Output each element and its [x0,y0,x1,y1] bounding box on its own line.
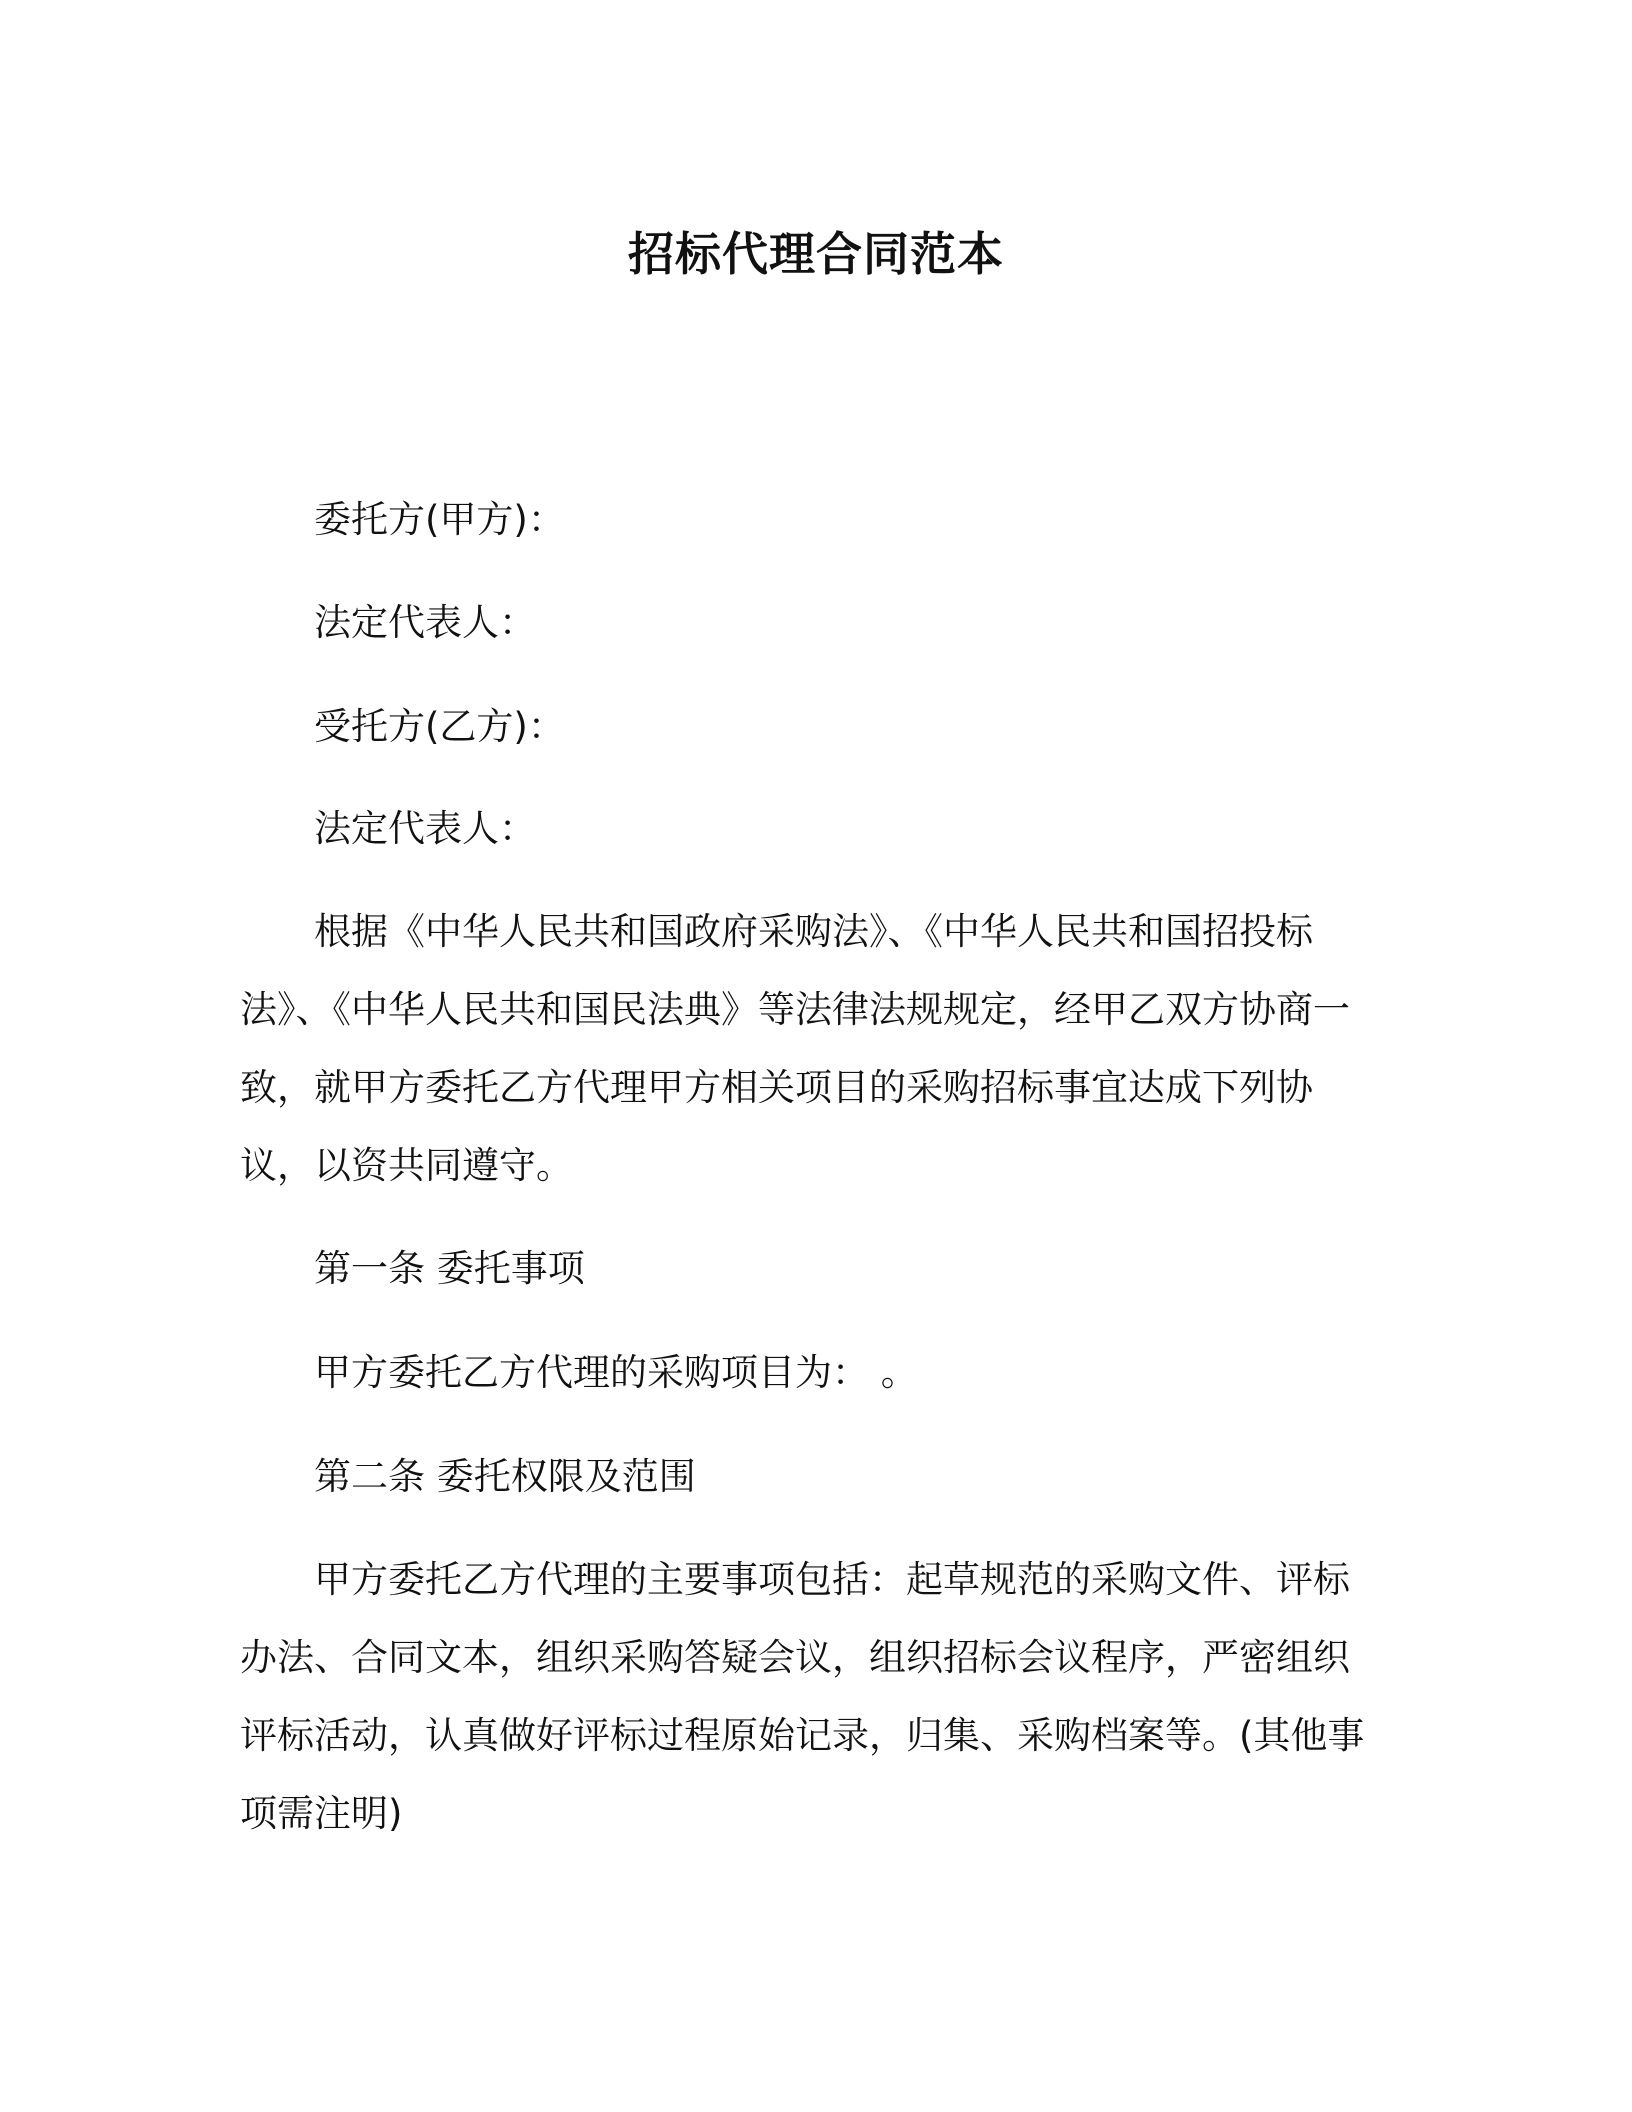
intro-paragraph: 根据《中华人民共和国政府采购法》、《中华人民共和国招投标法》、《中华人民共和国民法典》等法律法规规定，经甲乙双方协商一致，就甲方委托乙方代理甲方相关项目的采购招标事宜达成下列协议，以资共同遵守。 [240,910,1350,1187]
article-1-heading: 第一条 委托事项 [314,1247,585,1290]
article-2-body: 甲方委托乙方代理的主要事项包括：起草规范的采购文件、评标办法、合同文本，组织采购答疑会议，组织招标会议程序，严密组织评标活动，认真做好评标过程原始记录，归集、采购档案等。(其他事项需注明) [240,1558,1365,1835]
article-2-heading: 第二条 委托权限及范围 [314,1455,696,1498]
party-a-field: 委托方(甲方)： [314,498,565,541]
document-title: 招标代理合同范本 [628,227,1004,281]
article-1-body: 甲方委托乙方代理的采购项目为： 。 [314,1351,918,1394]
party-b-field: 受托方(乙方)： [314,705,565,748]
party-a-representative-field: 法定代表人： [314,601,536,644]
party-b-representative-field: 法定代表人： [314,807,536,850]
